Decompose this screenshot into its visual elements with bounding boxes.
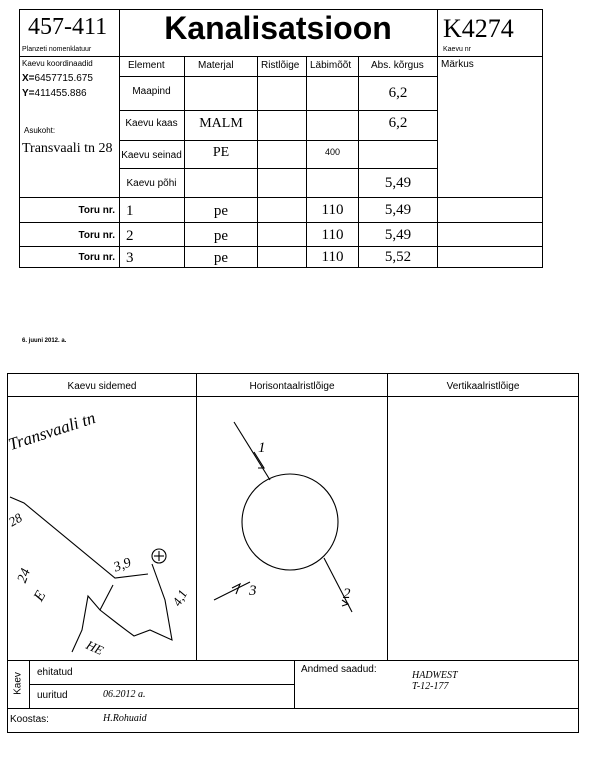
x-value: 6457715.675 bbox=[34, 73, 93, 84]
pipe-height: 5,52 bbox=[384, 249, 412, 265]
y-coord bbox=[22, 88, 87, 99]
row-height: 6,2 bbox=[388, 115, 408, 131]
data-source-value: HADWEST bbox=[412, 670, 458, 681]
date-stamp: 6. juuni 2012. a. bbox=[22, 338, 67, 344]
col-title-horizontal: Horisontaalristlõige bbox=[249, 381, 335, 392]
col-header-notes: Märkus bbox=[441, 59, 474, 70]
x-coord bbox=[22, 73, 93, 84]
well-number: K4274 bbox=[443, 14, 514, 43]
col-header-element: Element bbox=[128, 60, 165, 71]
street-label: Transvaali tn bbox=[6, 408, 98, 455]
compiled-by-value: H.Rohuaid bbox=[103, 713, 147, 724]
pipe-diameter: 110 bbox=[321, 202, 344, 218]
well-circle bbox=[242, 474, 338, 570]
cross-section bbox=[214, 422, 352, 612]
house-letter-e: E bbox=[30, 588, 50, 605]
sketch-lines bbox=[10, 497, 172, 652]
house-number-28: 28 bbox=[5, 509, 25, 530]
uuritud-value: 06.2012 a. bbox=[103, 689, 146, 700]
sheet-number-label: Planzeti nomenklatuur bbox=[22, 46, 92, 53]
pipe-mark-3: 3 bbox=[249, 583, 257, 599]
row-height: 6,2 bbox=[388, 85, 408, 101]
x-label: X= bbox=[22, 73, 35, 84]
data-source-label: Andmed saadud: bbox=[301, 664, 377, 675]
location-label: Asukoht: bbox=[24, 126, 56, 135]
col-header-diameter: Läbimõõt bbox=[310, 60, 352, 71]
compiled-by-label: Koostas: bbox=[10, 714, 49, 725]
pipe-material: pe bbox=[213, 250, 229, 266]
well-number-label: Kaevu nr bbox=[443, 46, 472, 53]
pipe-label: Toru nr. bbox=[78, 252, 115, 263]
distance-3-9: 3,9 bbox=[111, 555, 134, 576]
pipe-height: 5,49 bbox=[384, 202, 412, 218]
row-diameter: 400 bbox=[324, 147, 341, 157]
y-label: Y= bbox=[22, 88, 35, 99]
pipe-material: pe bbox=[213, 228, 229, 244]
col-header-material: Materjal bbox=[198, 60, 234, 71]
location-value: Transvaali tn 28 bbox=[22, 141, 113, 156]
pipe-diameter: 110 bbox=[321, 249, 344, 265]
pipe-material: pe bbox=[213, 203, 229, 219]
page-title: Kanalisatsioon bbox=[164, 10, 392, 46]
col-header-height: Abs. kõrgus bbox=[371, 60, 424, 71]
row-element: Kaevu põhi bbox=[126, 178, 177, 189]
data-source-ref: T-12-177 bbox=[412, 681, 449, 692]
row-material: MALM bbox=[199, 116, 243, 131]
kaev-label: Kaev bbox=[12, 672, 24, 695]
pipe-number: 3 bbox=[126, 250, 134, 266]
pipe-height: 5,49 bbox=[384, 227, 412, 243]
col-title-vertical: Vertikaalristlõige bbox=[446, 381, 520, 392]
col-title-connections: Kaevu sidemed bbox=[67, 381, 137, 392]
row-material: PE bbox=[212, 145, 230, 160]
house-number-24: 24 bbox=[15, 566, 34, 585]
coords-label: Kaevu koordinaadid bbox=[22, 59, 93, 68]
sheet-number: 457-411 bbox=[28, 14, 108, 40]
row-element: Kaevu kaas bbox=[125, 118, 178, 129]
col-header-cross: Ristlõige bbox=[261, 60, 300, 71]
pipe-mark-2: 2 bbox=[343, 586, 351, 602]
pipe-number: 1 bbox=[126, 203, 134, 219]
pipe-number: 2 bbox=[126, 228, 134, 244]
distance-4-1: 4,1 bbox=[169, 586, 191, 609]
pipe-label: Toru nr. bbox=[78, 205, 115, 216]
pipe-diameter: 110 bbox=[321, 227, 344, 243]
row-element: Kaevu seinad bbox=[121, 150, 182, 161]
building-label: HE bbox=[83, 637, 106, 659]
pipe-label: Toru nr. bbox=[78, 230, 115, 241]
y-value: 411455.886 bbox=[34, 88, 87, 99]
ehitatud-label: ehitatud bbox=[37, 667, 73, 678]
pipe-mark-1: 1 bbox=[258, 440, 266, 456]
uuritud-label: uuritud bbox=[37, 690, 68, 701]
row-height: 5,49 bbox=[384, 175, 412, 191]
row-element: Maapind bbox=[132, 86, 171, 97]
